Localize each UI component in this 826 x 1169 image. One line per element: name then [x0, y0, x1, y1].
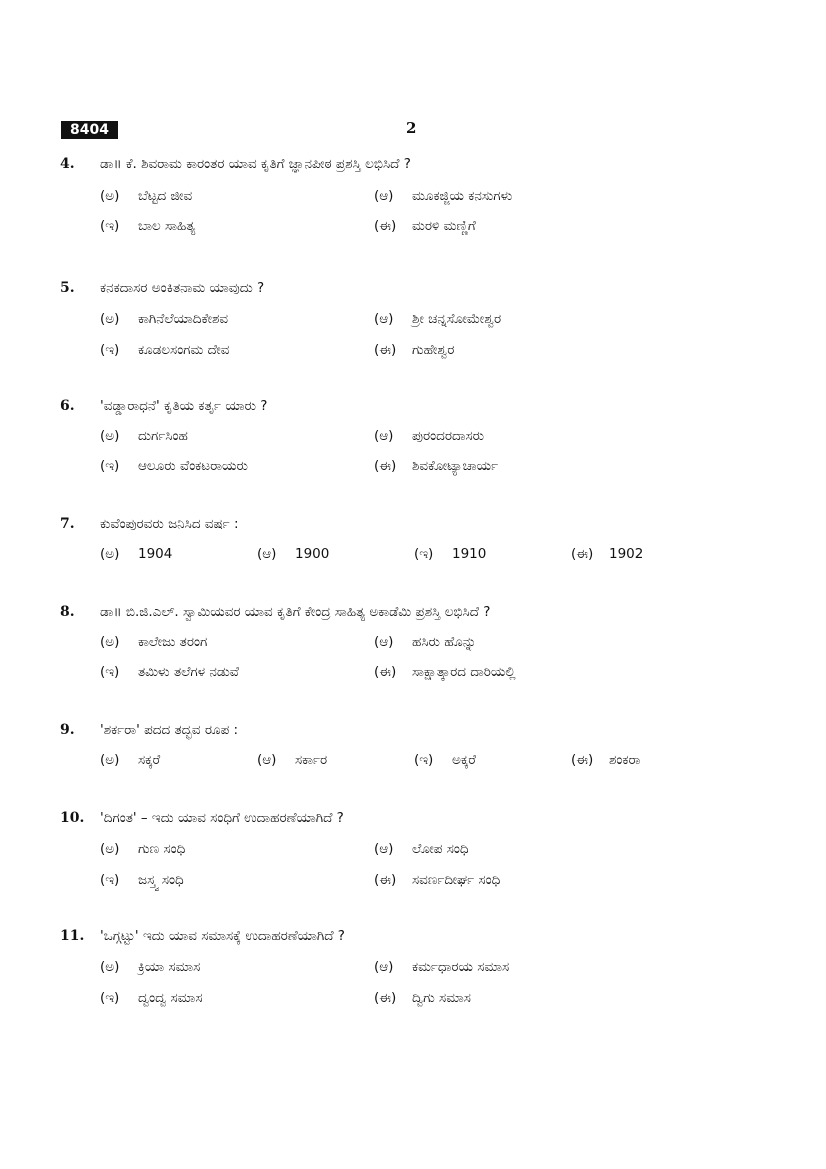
option-b: (ಆ) ಶ್ರೀ ಚನ್ನಸೋಮೇಶ್ವರ — [374, 311, 502, 327]
question-text: 'ಒಗ್ಗಟ್ಟು' ಇದು ಯಾವ ಸಮಾಸಕ್ಕೆ ಉದಾಹರಣೆಯಾಗಿದೆ ? — [100, 928, 345, 944]
option-c: (ಇ) ಕೂಡಲಸಂಗಮ ದೇವ — [100, 342, 230, 358]
option-b: (ಆ) ಹಸಿರು ಹೊನ್ನು — [374, 634, 477, 650]
option-a: (ಅ) ಕಾಗಿನೆಲೆಯಾದಿಕೇಶವ — [100, 311, 229, 327]
page-number: 2 — [406, 119, 417, 137]
question-number: 5. — [60, 280, 75, 296]
option-d: (ಈ) ಶಿವಕೋಟ್ಯಾಚಾರ್ಯ — [374, 458, 499, 474]
option-d: (ಈ) ಗುಹೇಶ್ವರ — [374, 342, 455, 358]
option-b: (ಆ) ಪುರಂದರದಾಸರು — [374, 428, 485, 444]
question-text: ಕನಕದಾಸರ ಅಂಕಿತನಾಮ ಯಾವುದು ? — [100, 280, 265, 296]
option-a: (ಅ) ಕ್ರಿಯಾ ಸಮಾಸ — [100, 959, 201, 975]
option-a: (ಅ) ಗುಣ ಸಂಧಿ — [100, 841, 186, 857]
question-number: 9. — [60, 722, 75, 738]
option-c: (ಇ) ಆಲೂರು ವೆಂಕಟರಾಯರು — [100, 458, 248, 474]
option-c: (ಇ) ಅಕ್ಕರೆ — [414, 752, 476, 768]
question-text: 'ವಡ್ಡಾರಾಧನೆ' ಕೃತಿಯ ಕರ್ತೃ ಯಾರು ? — [100, 398, 268, 414]
option-a: (ಅ) ಕಾಲೇಜು ತರಂಗ — [100, 634, 208, 650]
option-c: (ಇ) ಜಸ್ತ್ವ ಸಂಧಿ — [100, 872, 184, 888]
option-d: (ಈ) ಮರಳಿ ಮಣ್ಣಿಗೆ — [374, 218, 476, 234]
option-b: (ಆ) ಕರ್ಮಧಾರಯ ಸಮಾಸ — [374, 959, 510, 975]
question-number: 10. — [60, 810, 85, 826]
option-b: (ಆ) ಸರ್ಕಾರ — [257, 752, 328, 768]
option-c: (ಇ) ಬಾಲ ಸಾಹಿತ್ಯ — [100, 218, 196, 234]
question-number: 6. — [60, 398, 75, 414]
question-number: 7. — [60, 516, 75, 532]
option-a: (ಅ) ಸಕ್ಕರೆ — [100, 752, 161, 768]
paper-code: 8404 — [61, 121, 118, 139]
question-number: 11. — [60, 928, 85, 944]
question-text: ಡಾ॥ ಕೆ. ಶಿವರಾಮ ಕಾರಂತರ ಯಾವ ಕೃತಿಗೆ ಜ್ಞಾನಪೀಠ ಪ್ರಶಸ್ತಿ ಲಭಿಸಿದೆ ? — [100, 156, 411, 172]
option-d: (ಈ) ಶಂಕರಾ — [571, 752, 641, 768]
option-d: (ಈ) ಸವರ್ಣದೀರ್ಘ ಸಂಧಿ — [374, 872, 501, 888]
option-c: (ಇ) 1910 — [414, 546, 487, 562]
option-c: (ಇ) ತಮಿಳು ತಲೆಗಳ ನಡುವೆ — [100, 664, 239, 680]
question-number: 4. — [60, 156, 75, 172]
question-text: ಡಾ॥ ಬಿ.ಜಿ.ಎಲ್. ಸ್ವಾಮಿಯವರ ಯಾವ ಕೃತಿಗೆ ಕೇಂದ್ರ ಸಾಹಿತ್ಯ ಅಕಾಡೆಮಿ ಪ್ರಶಸ್ತಿ ಲಭಿಸಿದೆ ? — [100, 604, 491, 620]
question-text: 'ಶರ್ಕರಾ' ಪದದ ತದ್ಭವ ರೂಪ : — [100, 722, 239, 738]
option-a: (ಅ) ಬೆಟ್ಟದ ಜೀವ — [100, 188, 193, 204]
option-c: (ಇ) ದ್ವಂದ್ವ ಸಮಾಸ — [100, 990, 203, 1006]
question-number: 8. — [60, 604, 75, 620]
question-text: ಕುವೆಂಪುರವರು ಜನಿಸಿದ ವರ್ಷ : — [100, 516, 239, 532]
option-b: (ಆ) ಮೂಕಜ್ಜಿಯ ಕನಸುಗಳು — [374, 188, 513, 204]
option-b: (ಆ) 1900 — [257, 546, 330, 562]
option-b: (ಆ) ಲೋಪ ಸಂಧಿ — [374, 841, 469, 857]
option-a: (ಅ) ದುರ್ಗಸಿಂಹ — [100, 428, 188, 444]
option-d: (ಈ) 1902 — [571, 546, 644, 562]
option-a: (ಅ) 1904 — [100, 546, 173, 562]
question-text: 'ದಿಗಂತ' – ಇದು ಯಾವ ಸಂಧಿಗೆ ಉದಾಹರಣೆಯಾಗಿದೆ ? — [100, 810, 344, 826]
option-d: (ಈ) ಸಾಕ್ಷಾತ್ಕಾರದ ದಾರಿಯಲ್ಲಿ — [374, 664, 516, 680]
option-d: (ಈ) ದ್ವಿಗು ಸಮಾಸ — [374, 990, 471, 1006]
